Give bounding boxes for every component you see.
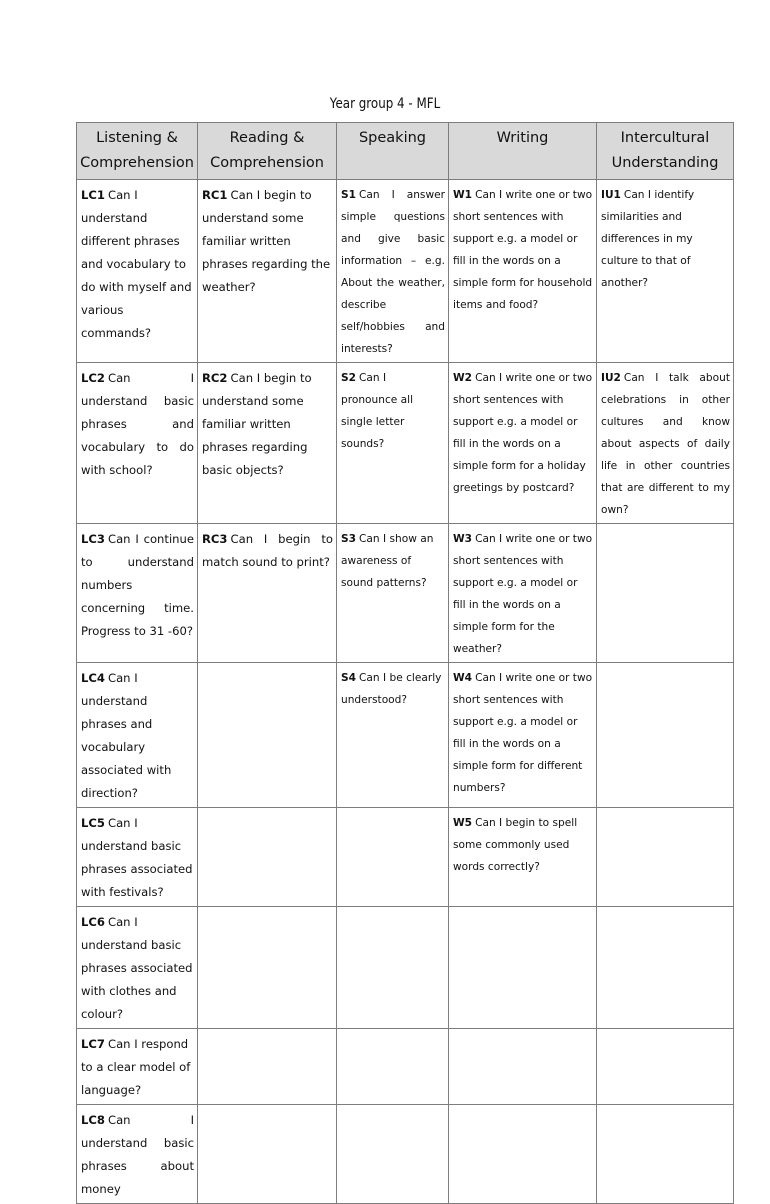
objective-text: Can I respond to a clear model of language? <box>81 1037 191 1097</box>
objectives-table <box>76 122 734 1204</box>
listening-cell <box>77 663 198 808</box>
objective-code: RC1 <box>202 188 228 202</box>
intercultural-cell <box>597 1105 734 1204</box>
intercultural-cell <box>597 663 734 808</box>
listening-cell <box>77 1029 198 1105</box>
objective-text: Can I begin to understand some familiar written phrases regarding basic objects? <box>202 371 312 477</box>
table-row <box>77 363 734 524</box>
writing-cell <box>449 907 597 1029</box>
objective-text: Can I understand basic phrases and vocabulary to do with school? <box>81 371 194 477</box>
objective-code: S2 <box>341 372 357 384</box>
objective-text: Can I understand different phrases and vocabulary to do with myself and various commands? <box>81 188 192 340</box>
writing-cell <box>449 1029 597 1105</box>
speaking-cell <box>337 663 449 808</box>
objective-text: Can I begin to understand some familiar written phrases regarding the weather? <box>202 188 331 294</box>
listening-cell <box>77 1105 198 1204</box>
objective-text: Can I write one or two short sentences with support e.g. a model or fill in the words on a simple form for different numbers? <box>453 672 593 794</box>
table-row <box>77 907 734 1029</box>
objective-text: Can I answer simple questions and give basic information – e.g. About the weather, describe self/hobbies and interests? <box>341 189 445 355</box>
writing-cell <box>449 363 597 524</box>
writing-cell <box>449 180 597 363</box>
objective-text: Can I begin to spell some commonly used words correctly? <box>453 817 578 873</box>
objective-text: Can I write one or two short sentences with support e.g. a model or fill in the words on a simple form for a holiday greetings by postcard? <box>453 372 593 494</box>
header-row <box>77 123 734 180</box>
objective-code: RC3 <box>202 532 228 546</box>
objective-code: LC6 <box>81 915 105 929</box>
reading-cell <box>198 808 337 907</box>
objective-text: Can I begin to match sound to print? <box>202 532 333 569</box>
writing-cell <box>449 663 597 808</box>
reading-cell <box>198 907 337 1029</box>
intercultural-cell <box>597 524 734 663</box>
writing-cell <box>449 1105 597 1204</box>
objective-text: Can I understand phrases and vocabulary associated with direction? <box>81 671 172 800</box>
objective-code: W1 <box>453 189 473 201</box>
speaking-cell <box>337 1105 449 1204</box>
table-row <box>77 1029 734 1105</box>
objective-text: Can I understand basic phrases about money <box>81 1113 194 1196</box>
listening-cell <box>77 808 198 907</box>
table-row <box>77 1105 734 1204</box>
objective-code: W2 <box>453 372 473 384</box>
writing-cell <box>449 808 597 907</box>
header-reading: Reading & Comprehension <box>198 123 337 180</box>
objective-text: Can I understand basic phrases associated with festivals? <box>81 816 193 899</box>
objective-code: LC2 <box>81 371 105 385</box>
header-speaking: Speaking <box>337 123 449 180</box>
objective-code: IU1 <box>601 189 621 201</box>
speaking-cell <box>337 1029 449 1105</box>
header-writing: Writing <box>449 123 597 180</box>
intercultural-cell <box>597 363 734 524</box>
objective-code: W3 <box>453 533 473 545</box>
objective-text: Can I pronounce all single letter sounds? <box>341 372 414 450</box>
intercultural-cell <box>597 180 734 363</box>
objective-text: Can I write one or two short sentences with support e.g. a model or fill in the words on a simple form for household items and food? <box>453 189 593 311</box>
listening-cell <box>77 907 198 1029</box>
table-row <box>77 524 734 663</box>
objective-text: Can I understand basic phrases associated with clothes and colour? <box>81 915 193 1021</box>
objective-code: IU2 <box>601 372 621 384</box>
objective-code: LC4 <box>81 671 105 685</box>
reading-cell <box>198 663 337 808</box>
intercultural-cell <box>597 808 734 907</box>
speaking-cell <box>337 524 449 663</box>
objective-text: Can I continue to understand numbers concerning time. Progress to 31 -60? <box>81 532 194 638</box>
objective-code: LC1 <box>81 188 105 202</box>
objective-code: LC8 <box>81 1113 105 1127</box>
objective-text: Can I identify similarities and differences in my culture to that of another? <box>601 189 695 289</box>
header-listening: Listening & Comprehension <box>77 123 198 180</box>
reading-cell <box>198 180 337 363</box>
table-row <box>77 808 734 907</box>
objective-code: S4 <box>341 672 357 684</box>
reading-cell <box>198 524 337 663</box>
speaking-cell <box>337 180 449 363</box>
objective-code: S1 <box>341 189 357 201</box>
listening-cell <box>77 363 198 524</box>
objective-code: RC2 <box>202 371 228 385</box>
objective-text: Can I write one or two short sentences with support e.g. a model or fill in the words on a simple form for the weather? <box>453 533 593 655</box>
header-intercultural: Intercultural Understanding <box>597 123 734 180</box>
objective-text: Can I show an awareness of sound patterns? <box>341 533 434 589</box>
table-row <box>77 663 734 808</box>
document-title: Year group 4 - MFL <box>329 96 441 112</box>
table-row <box>77 180 734 363</box>
reading-cell <box>198 1105 337 1204</box>
listening-cell <box>77 180 198 363</box>
objective-code: LC5 <box>81 816 105 830</box>
intercultural-cell <box>597 1029 734 1105</box>
reading-cell <box>198 363 337 524</box>
reading-cell <box>198 1029 337 1105</box>
objective-code: W4 <box>453 672 473 684</box>
speaking-cell <box>337 808 449 907</box>
speaking-cell <box>337 363 449 524</box>
intercultural-cell <box>597 907 734 1029</box>
listening-cell <box>77 524 198 663</box>
objective-text: Can I be clearly understood? <box>341 672 442 706</box>
objective-code: S3 <box>341 533 357 545</box>
objective-text: Can I talk about celebrations in other cultures and know about aspects of daily life in other countries that are different to my own? <box>601 372 730 516</box>
objective-code: W5 <box>453 817 473 829</box>
objective-code: LC3 <box>81 532 105 546</box>
speaking-cell <box>337 907 449 1029</box>
writing-cell <box>449 524 597 663</box>
objective-code: LC7 <box>81 1037 105 1051</box>
